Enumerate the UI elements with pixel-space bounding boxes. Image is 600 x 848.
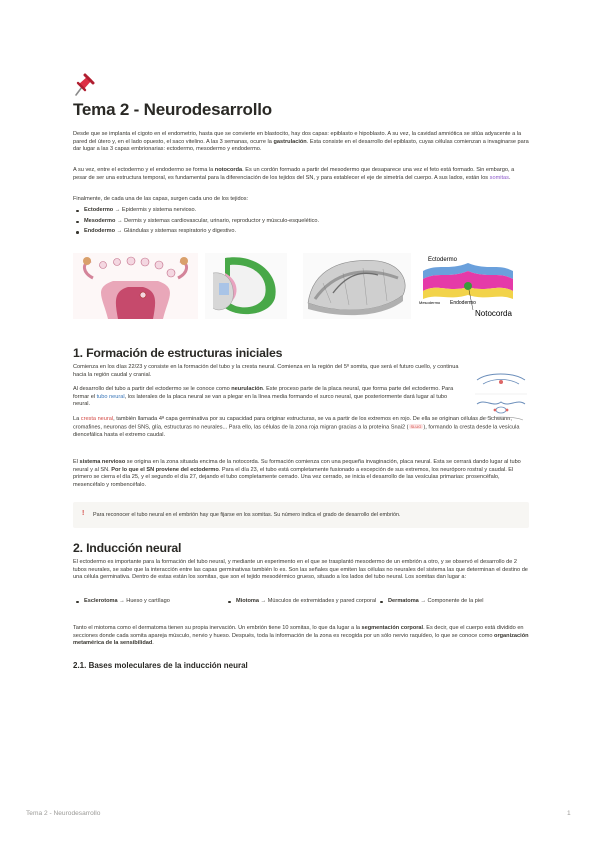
intro-paragraph-3: Finalmente, de cada una de las capas, surgen cada uno de los tejidos:	[73, 196, 249, 202]
subsection-2-1-heading: 2.1. Bases moleculares de la inducción neural	[73, 661, 248, 670]
page-title: Tema 2 - Neurodesarrollo	[73, 100, 272, 119]
gastrulation-image	[205, 253, 287, 319]
list-item: Miotoma → Músculos de extremidades y pared corporal	[225, 598, 377, 606]
endodermo-label: Endodermo	[450, 300, 476, 306]
section-1-paragraph-4: El sistema nervioso se origina en la zona situada encima de la notocorda. Su formación comienza con una pequeña invaginación, placa neural. Esta se cerrará dando lugar al tubo neural y al SN. Por lo que el SN proviene del ectodermo. Para el día 23, el tubo está completamente fusionado a excepción de sus extremos, los neuróporo rostral y caudal. El primero se cierra el día 25, y el segundo el día 27, dejando el tubo completamente cerrado. Una vez cerrado, se inicia el desarrollo de las vesículas primarias: prosencéfalo, mesencéfalo y rombencéfalo.	[73, 459, 521, 489]
implantation-diagram-image	[73, 253, 198, 319]
intro-paragraph-1: Desde que se implanta el cigoto en el endometrio, hasta que se convierte en blastocito, hay dos capas: epiblasto e hipoblasto. A su vez, la cavidad amniótica se sitúa adyacente a la pared del útero y, en el lado opuesto, el saco vitelino. A las 3 semanas, ocurre la gastrulación. Esta consiste en el desarrollo del epiblasto, cuyas células comienzan a invaginarse para dar lugar a las 3 capas embrionarias: ectodermo, mesodermo y endodermo.	[73, 131, 529, 153]
ectodermo-label: Ectodermo	[428, 257, 458, 263]
list-item: Dermatoma → Componente de la piel	[377, 598, 529, 606]
somite-parts-list	[73, 598, 529, 607]
layers-list	[73, 207, 529, 238]
section-2-paragraph-2: Tanto el miotoma como el dermatoma tienen su propia inervación. Un embrión tiene 10 somitas, lo que da lugar a la segmentación corporal. Es decir, que el cuerpo está dividido en secciones donde cada somita apareja músculo, nervio y hueso. Después, toda la información de la zona es recogida por un sólo nervio raquídeo, lo que se conoce como organización metamérica de la sensibilidad.	[73, 625, 529, 647]
section-1-paragraph-2: Al desarrollo del tubo a partir del ectodermo se le conoce como neurulación. Este proceso parte de la placa neural, que forma parte del ectodermo. Para formar el tubo neural, los laterales de la placa neural se van a plegar en la línea media formando el surco neural, que posteriormente dará lugar al tubo neural.	[73, 386, 454, 408]
germ-layers-image	[418, 253, 518, 319]
section-2-paragraph-1: El ectodermo es importante para la formación del tubo neural, y mediante un experimento en el que se trasplantó mesodermo de un embrión a otro, y se observó el desarrollo de 2 tubos neurales, se sabe que la interacción entre las capas germinativas también lo es. Son las señales que emiten las células no neurales del sistema las que determinan el destino de una célula germinativa. Dentro de estas están los somitas, que son el tejido mesodérmico grueso, situado a los lados del tubo neural. Los somitas dan lugar a:	[73, 559, 528, 581]
embryo-section-image	[303, 253, 411, 319]
notocorda-label: Notocorda	[475, 309, 512, 318]
list-item: Esclerotoma → Hueso y cartílago	[73, 598, 225, 606]
section-2-heading: 2. Inducción neural	[73, 541, 182, 555]
intro-paragraph-2: A su vez, entre el ectodermo y el endodermo se forma la notocorda. Es un cordón formado a partir del mesodermo que desaparece una vez el feto está formado. Sin embargo, a pesar de ser una estructura temporal, es fundamental para la diferenciación de los tejidos del SN, y para establecer el eje de simetría del cuerpo. A sus lados, están los somitas.	[73, 167, 515, 181]
section-1-heading: 1. Formación de estructuras iniciales	[73, 346, 283, 360]
list-item: Ectodermo → Epidermis y sistema nervioso.	[73, 207, 529, 215]
somitas-link[interactable]: somitas	[489, 174, 509, 181]
footer-doc-title: Tema 2 - Neurodesarrollo	[26, 810, 101, 817]
list-item: Mesodermo → Dermis y sistemas cardiovascular, urinario, reproductor y músculo-esquelético.	[73, 218, 529, 226]
pushpin-icon	[73, 73, 95, 97]
exclamation-icon: !	[82, 510, 85, 517]
list-item: Endodermo → Glándulas y sistemas respiratorio y digestivo.	[73, 228, 529, 236]
mesodermo-label: Mesodermo	[419, 300, 441, 305]
tubo-neural-link[interactable]: tubo neural	[96, 393, 125, 400]
footer-page-number: 1	[567, 810, 571, 817]
callout-text: Para reconocer el tubo neural en el embrión hay que fijarse en los somitas. Su número indica el grado de desarrollo del embrión.	[93, 511, 401, 518]
neural-tube-diagram-image	[473, 368, 529, 428]
slug-tag: SLUG	[410, 423, 422, 429]
callout-box	[73, 502, 529, 528]
section-1-paragraph-3: La cresta neural, también llamada 4ª capa germinativa por su capacidad para originar estructuras, se va a partir de los extremos en rojo. De ella se originan células de Schwann, cromafines, neuronas del SNS, glía, estructuras no neurales... Para ello, las células de la zona roja migran gracias a la proteína Snai2 ( SLUG ), formando la cresta desde la vesícula diencefálica hasta el extremo caudal.	[73, 416, 520, 438]
section-1-paragraph-1: Comienza en los días 22/23 y consiste en la formación del tubo y la cresta neural. Comienza en la región del 5º somita, que será el futuro cuello, y continua hacia la región caudal y cranial.	[73, 364, 459, 378]
